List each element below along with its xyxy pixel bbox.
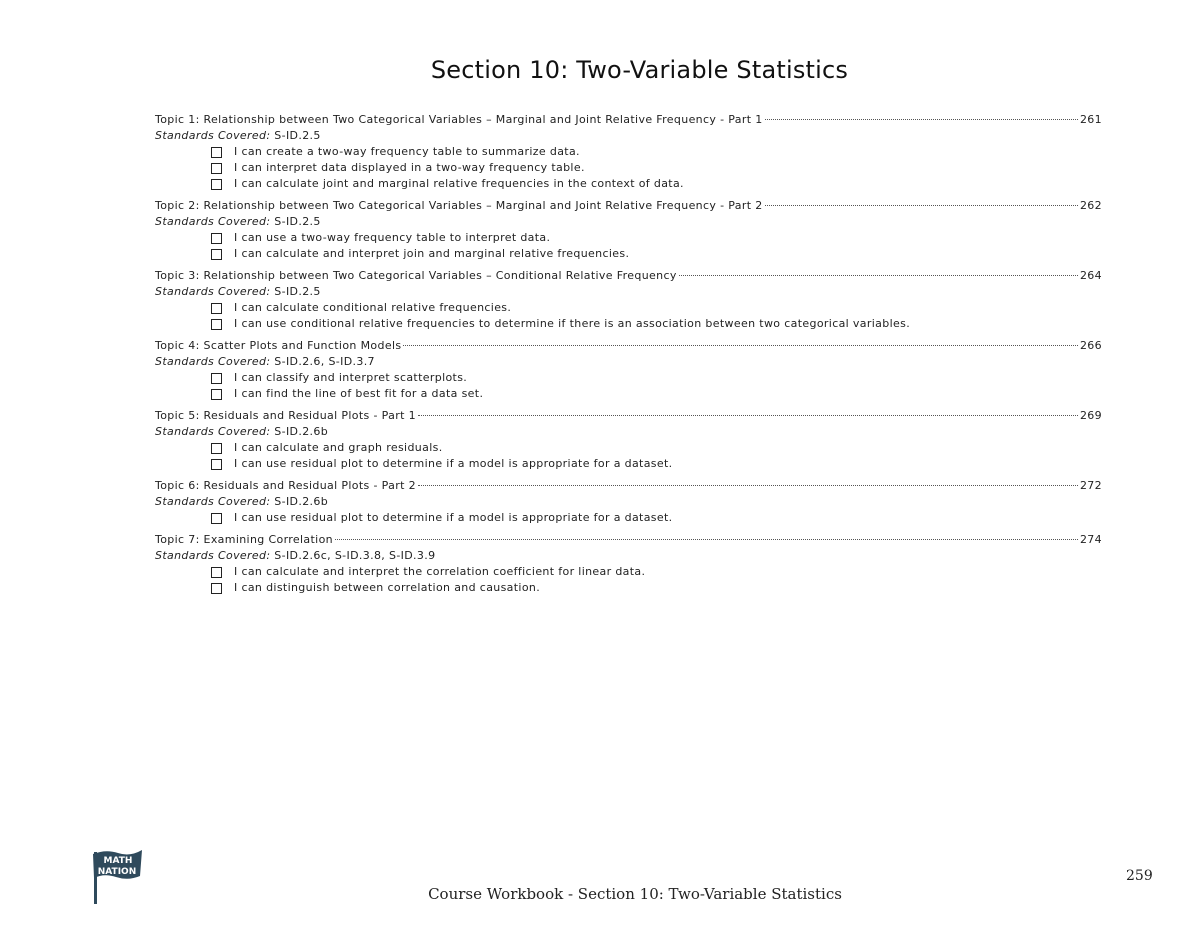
checkbox-icon[interactable] [211,303,222,314]
checkbox-icon[interactable] [211,163,222,174]
topic-page-number: 269 [1079,409,1102,422]
objective-list [155,144,1102,192]
toc-topic [155,112,1102,192]
checkbox-icon[interactable] [211,233,222,244]
logo-text-line1: MATH [103,856,133,866]
toc-topic [155,408,1102,472]
topic-page-number: 264 [1079,269,1102,282]
standards-value: S-ID.2.6, S-ID.3.7 [274,355,375,368]
toc-topic-line[interactable] [155,408,1102,424]
topic-page-number: 262 [1079,199,1102,212]
toc-topic-line[interactable] [155,338,1102,354]
dot-leader [679,275,1078,276]
objective-list [155,300,1102,332]
objective-item [211,386,1102,402]
topic-title: Topic 7: Examining Correlation [155,533,333,546]
toc-topic-line[interactable] [155,532,1102,548]
toc-topic-line[interactable] [155,198,1102,214]
topic-page-number: 272 [1079,479,1102,492]
standards-label: Standards Covered: [155,285,271,298]
objective-text: I can calculate conditional relative frequencies. [234,301,512,314]
objective-item [211,246,1102,262]
objective-text: I can use residual plot to determine if a model is appropriate for a dataset. [234,511,673,524]
topic-page-number: 261 [1079,113,1102,126]
dot-leader [765,119,1078,120]
checkbox-icon[interactable] [211,319,222,330]
objective-text: I can use residual plot to determine if a model is appropriate for a dataset. [234,457,673,470]
checkbox-icon[interactable] [211,459,222,470]
dot-leader [418,415,1078,416]
standards-covered [155,548,1102,564]
logo-text-line2: NATION [97,867,137,877]
objective-item [211,580,1102,596]
objective-text: I can calculate and interpret the correlation coefficient for linear data. [234,565,646,578]
toc-topic [155,268,1102,332]
checkbox-icon[interactable] [211,147,222,158]
objective-item [211,316,1102,332]
checkbox-icon[interactable] [211,389,222,400]
standards-covered [155,214,1102,230]
standards-value: S-ID.2.5 [274,285,321,298]
checkbox-icon[interactable] [211,179,222,190]
dot-leader [403,345,1078,346]
objective-item [211,564,1102,580]
objective-item [211,300,1102,316]
standards-covered [155,494,1102,510]
standards-covered [155,424,1102,440]
objective-text: I can calculate and graph residuals. [234,441,443,454]
objective-text: I can use conditional relative frequencies to determine if there is an association between two categorical variables. [234,317,911,330]
objective-item [211,144,1102,160]
standards-label: Standards Covered: [155,215,271,228]
dot-leader [418,485,1078,486]
topic-page-number: 266 [1079,339,1102,352]
objective-item [211,176,1102,192]
objective-list [155,510,1102,526]
topic-title: Topic 4: Scatter Plots and Function Models [155,339,402,352]
checkbox-icon[interactable] [211,567,222,578]
checkbox-icon[interactable] [211,583,222,594]
objective-text: I can calculate joint and marginal relative frequencies in the context of data. [234,177,684,190]
objective-item [211,456,1102,472]
objective-item [211,230,1102,246]
topic-title: Topic 2: Relationship between Two Categorical Variables – Marginal and Joint Relative Frequency - Part 2 [155,199,763,212]
table-of-contents [155,112,1102,602]
toc-topic-line[interactable] [155,112,1102,128]
objective-list [155,370,1102,402]
objective-text: I can classify and interpret scatterplots. [234,371,468,384]
checkbox-icon[interactable] [211,373,222,384]
toc-topic [155,198,1102,262]
standards-covered [155,284,1102,300]
objective-text: I can find the line of best fit for a data set. [234,387,484,400]
standards-label: Standards Covered: [155,355,271,368]
standards-covered [155,128,1102,144]
checkbox-icon[interactable] [211,513,222,524]
objective-text: I can create a two-way frequency table to summarize data. [234,145,580,158]
topic-title: Topic 1: Relationship between Two Categorical Variables – Marginal and Joint Relative Frequency - Part 1 [155,113,763,126]
dot-leader [335,539,1078,540]
standards-value: S-ID.2.6b [274,495,329,508]
checkbox-icon[interactable] [211,249,222,260]
toc-topic [155,478,1102,526]
standards-covered [155,354,1102,370]
objective-text: I can interpret data displayed in a two-way frequency table. [234,161,585,174]
standards-label: Standards Covered: [155,495,271,508]
topic-page-number: 274 [1079,533,1102,546]
topic-title: Topic 3: Relationship between Two Categorical Variables – Conditional Relative Frequency [155,269,677,282]
page-title: Section 10: Two-Variable Statistics [430,56,849,84]
toc-topic-line[interactable] [155,478,1102,494]
footer-text: Course Workbook - Section 10: Two-Variable Statistics [428,885,842,903]
objective-list [155,564,1102,596]
standards-value: S-ID.2.6b [274,425,329,438]
checkbox-icon[interactable] [211,443,222,454]
objective-item [211,440,1102,456]
standards-value: S-ID.2.5 [274,215,321,228]
objective-item [211,510,1102,526]
dot-leader [765,205,1078,206]
standards-label: Standards Covered: [155,425,271,438]
topic-title: Topic 5: Residuals and Residual Plots - Part 1 [155,409,416,422]
toc-topic [155,338,1102,402]
objective-text: I can calculate and interpret join and marginal relative frequencies. [234,247,630,260]
objective-list [155,230,1102,262]
objective-text: I can distinguish between correlation and causation. [234,581,541,594]
objective-item [211,370,1102,386]
toc-topic-line[interactable] [155,268,1102,284]
page-number: 259 [1126,868,1153,884]
standards-value: S-ID.2.6c, S-ID.3.8, S-ID.3.9 [274,549,436,562]
objective-item [211,160,1102,176]
objective-text: I can use a two-way frequency table to interpret data. [234,231,551,244]
standards-label: Standards Covered: [155,549,271,562]
standards-label: Standards Covered: [155,129,271,142]
standards-value: S-ID.2.5 [274,129,321,142]
objective-list [155,440,1102,472]
toc-topic [155,532,1102,596]
topic-title: Topic 6: Residuals and Residual Plots - Part 2 [155,479,416,492]
